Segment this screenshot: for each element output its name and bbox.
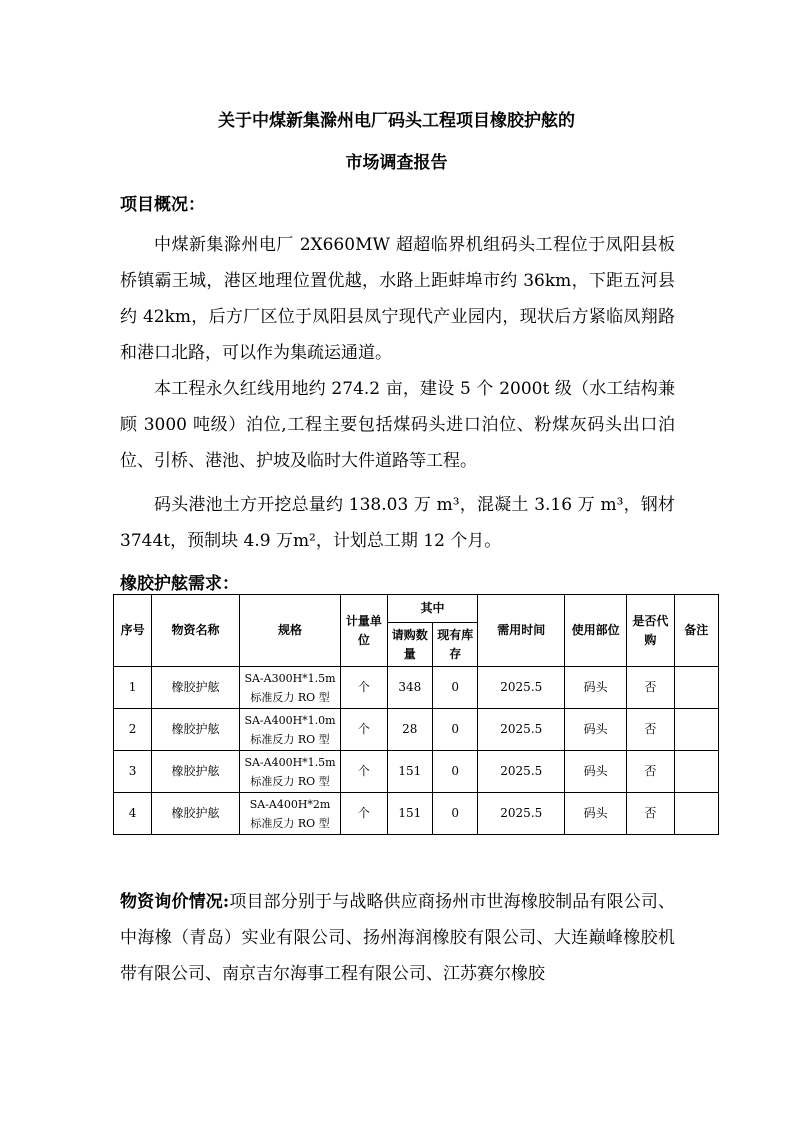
header-unit: 计量单位 <box>341 595 387 667</box>
cell-stock: 0 <box>432 751 477 793</box>
cell-name: 橡胶护舷 <box>152 751 240 793</box>
report-title-line1: 关于中煤新集滁州电厂码头工程项目橡胶护舷的 <box>218 111 575 131</box>
spec-line2: 标准反力 RO 型 <box>250 774 330 788</box>
header-seq: 序号 <box>114 595 152 667</box>
cell-remark <box>674 667 718 709</box>
inquiry-text: 项目部分别于与战略供应商扬州市世海橡胶制品有限公司、中海橡（青岛）实业有限公司、扬州海润橡胶有限公司、大连巅峰橡胶机带有限公司、南京吉尔海事工程有限公司、江苏赛尔橡胶 <box>120 892 676 984</box>
cell-purchase: 151 <box>387 793 432 835</box>
overview-heading: 项目概况： <box>120 195 205 215</box>
cell-purchase: 348 <box>387 667 432 709</box>
cell-substitute: 否 <box>627 667 674 709</box>
cell-substitute: 否 <box>627 709 674 751</box>
fender-needs-table <box>113 594 719 835</box>
cell-remark <box>674 709 718 751</box>
overview-paragraph-2: 本工程永久红线用地约 274.2 亩，建设 5 个 2000t 级（水工结构兼顾 3000 吨级）泊位,工程主要包括煤码头进口泊位、粉煤灰码头出口泊位、引桥、港池、护坡及临时大件道路等工程。 <box>120 379 675 471</box>
header-spec: 规格 <box>239 595 340 667</box>
table-row <box>114 793 719 835</box>
spec-line2: 标准反力 RO 型 <box>250 816 330 830</box>
cell-name: 橡胶护舷 <box>152 709 240 751</box>
cell-spec <box>239 793 340 835</box>
header-purchase: 请购数量 <box>387 623 432 667</box>
cell-location: 码头 <box>565 709 627 751</box>
cell-unit: 个 <box>341 667 387 709</box>
cell-time: 2025.5 <box>478 667 565 709</box>
header-location: 使用部位 <box>565 595 627 667</box>
cell-location: 码头 <box>565 751 627 793</box>
cell-substitute: 否 <box>627 751 674 793</box>
cell-name: 橡胶护舷 <box>152 667 240 709</box>
cell-seq: 3 <box>114 751 152 793</box>
cell-stock: 0 <box>432 667 477 709</box>
cell-purchase: 151 <box>387 751 432 793</box>
cell-unit: 个 <box>341 793 387 835</box>
cell-location: 码头 <box>565 793 627 835</box>
cell-time: 2025.5 <box>478 709 565 751</box>
spec-line1: SA-A400H*1.5m <box>244 755 336 769</box>
cell-stock: 0 <box>432 793 477 835</box>
cell-substitute: 否 <box>627 793 674 835</box>
cell-seq: 1 <box>114 667 152 709</box>
inquiry-label: 物资询价情况: <box>120 892 230 912</box>
header-among: 其中 <box>387 595 478 623</box>
cell-location: 码头 <box>565 667 627 709</box>
overview-paragraph-1: 中煤新集滁州电厂 2X660MW 超超临界机组码头工程位于凤阳县板桥镇霸王城，港区地理位置优越，水路上距蚌埠市约 36km，下距五河县约 42km，后方厂区位于凤阳县凤宁现代产业园内，现状后方紧临凤翔路和港口北路，可以作为集疏运通道。 <box>120 235 675 363</box>
spec-line1: SA-A400H*1.0m <box>244 713 336 727</box>
cell-name: 橡胶护舷 <box>152 793 240 835</box>
header-substitute: 是否代购 <box>627 595 674 667</box>
spec-line1: SA-A400H*2m <box>249 797 331 811</box>
header-time: 需用时间 <box>478 595 565 667</box>
cell-time: 2025.5 <box>478 751 565 793</box>
inquiry-paragraph <box>120 884 675 992</box>
spec-line2: 标准反力 RO 型 <box>250 690 330 704</box>
cell-spec <box>239 709 340 751</box>
cell-remark <box>674 793 718 835</box>
report-title-line2: 市场调查报告 <box>345 153 448 173</box>
header-remark: 备注 <box>674 595 718 667</box>
header-stock: 现有库存 <box>432 623 477 667</box>
table-row <box>114 751 719 793</box>
spec-line2: 标准反力 RO 型 <box>250 732 330 746</box>
table-row <box>114 667 719 709</box>
cell-seq: 2 <box>114 709 152 751</box>
cell-unit: 个 <box>341 709 387 751</box>
cell-seq: 4 <box>114 793 152 835</box>
spec-line1: SA-A300H*1.5m <box>244 671 336 685</box>
cell-purchase: 28 <box>387 709 432 751</box>
cell-remark <box>674 751 718 793</box>
cell-spec <box>239 751 340 793</box>
header-name: 物资名称 <box>152 595 240 667</box>
needs-heading: 橡胶护舷需求： <box>120 574 239 594</box>
cell-time: 2025.5 <box>478 793 565 835</box>
table-row <box>114 709 719 751</box>
cell-unit: 个 <box>341 751 387 793</box>
cell-stock: 0 <box>432 709 477 751</box>
cell-spec <box>239 667 340 709</box>
overview-paragraph-3: 码头港池土方开挖总量约 138.03 万 m³，混凝土 3.16 万 m³，钢材 3744t，预制块 4.9 万m²，计划总工期 12 个月。 <box>120 495 675 551</box>
